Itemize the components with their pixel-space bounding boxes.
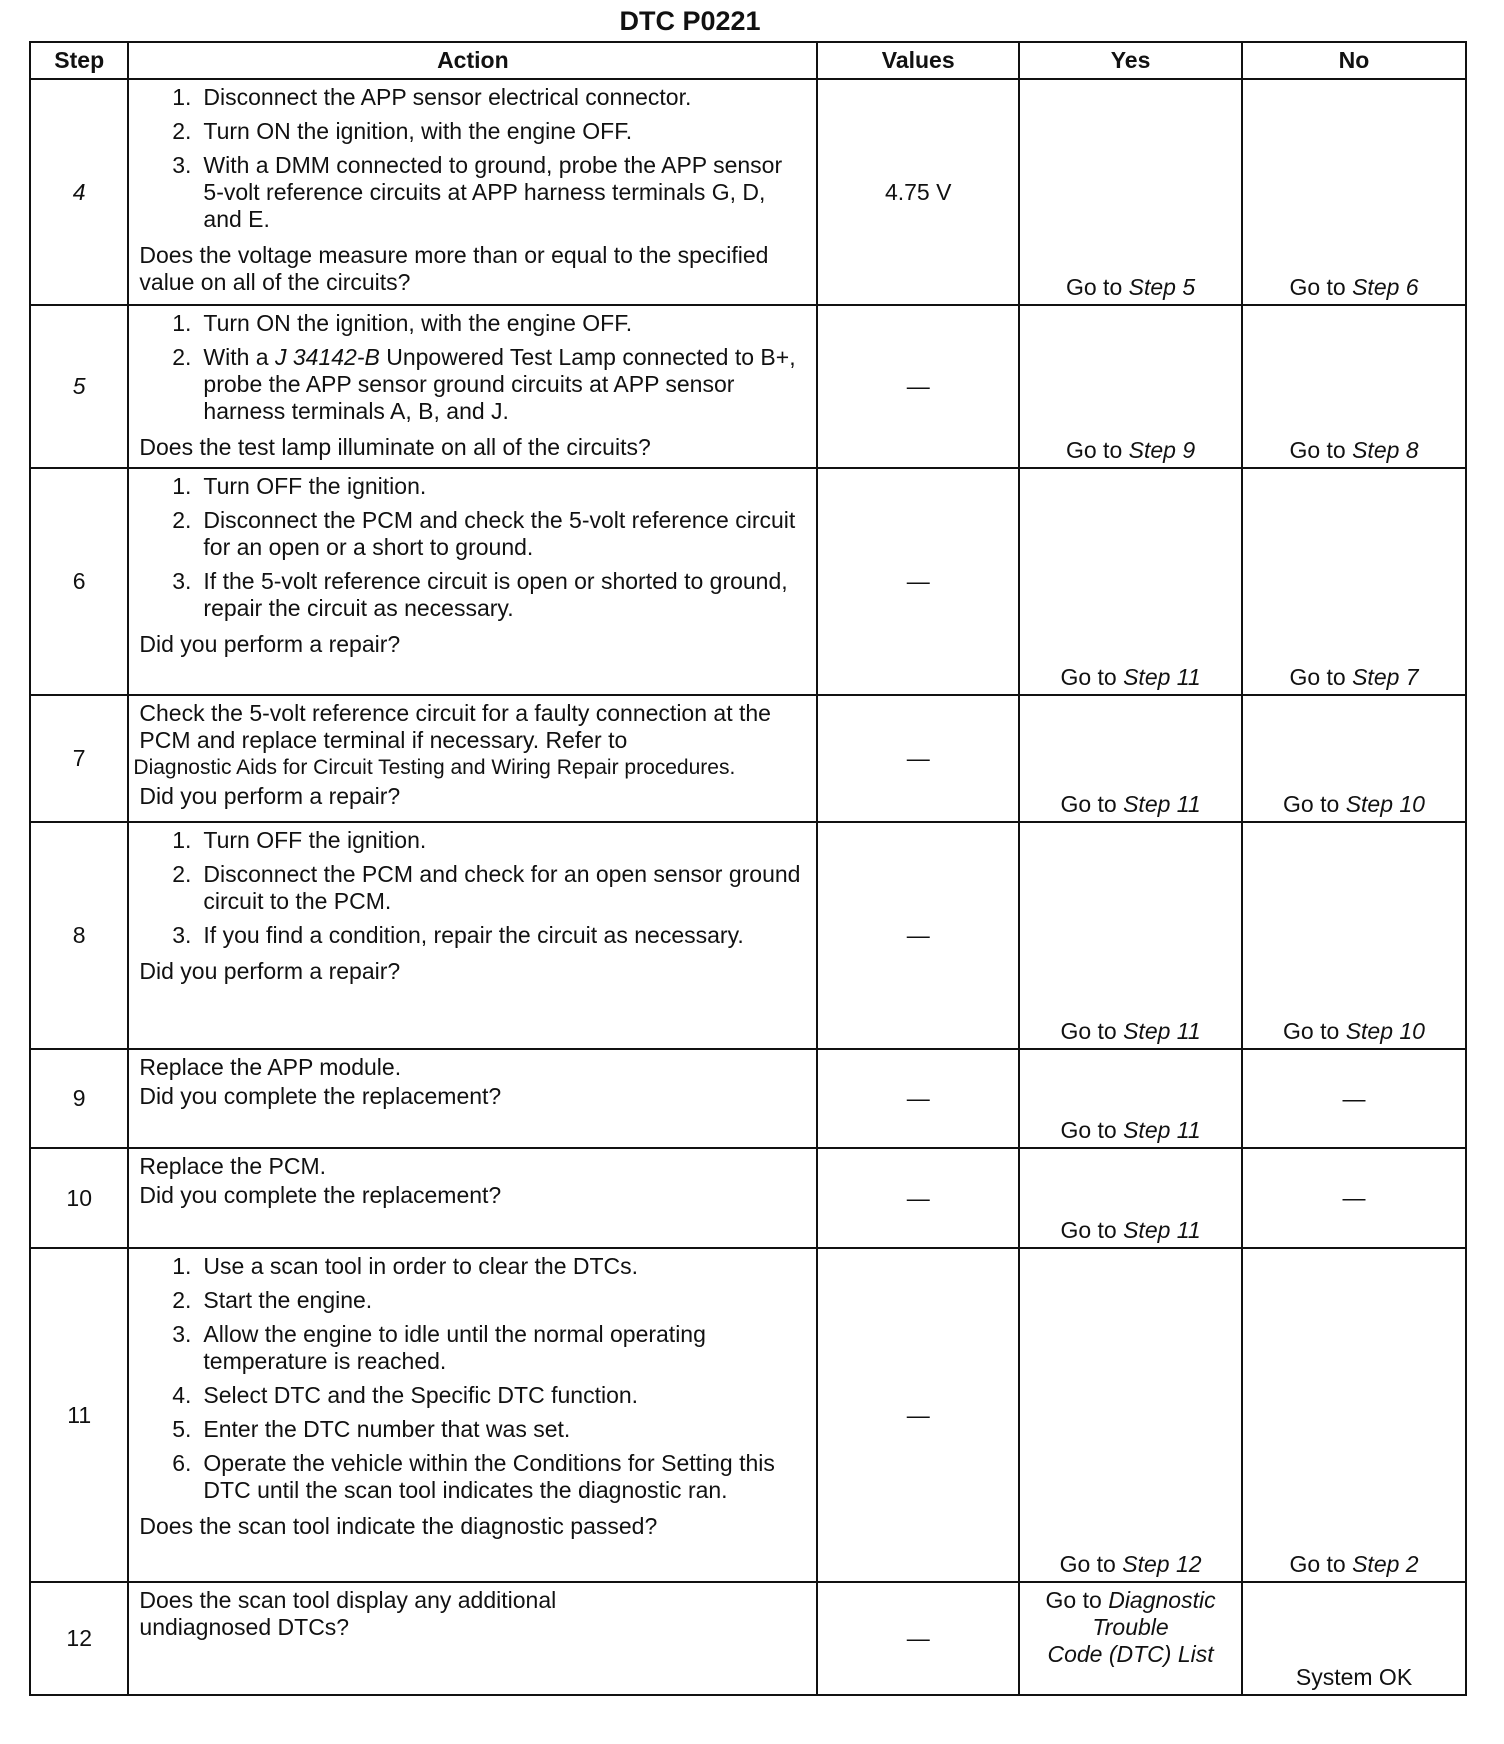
list-item: 5. Enter the DTC number that was set.: [172, 1416, 571, 1442]
action-cell: [128, 695, 817, 822]
item-text: Turn ON the ignition, with the engine OFF.: [203, 118, 633, 144]
header-values: Values: [817, 42, 1019, 79]
item-text: Start the engine.: [203, 1287, 373, 1313]
question: Does the test lamp illuminate on all of the circuits?: [139, 434, 651, 460]
yes-cell: [1019, 1148, 1242, 1248]
no-cell: [1242, 305, 1466, 468]
step-number: 11: [30, 1248, 128, 1582]
page-title: DTC P0221: [619, 6, 761, 36]
item-text: Operate the vehicle within the Conditions for Setting this DTC until the scan tool indicates the diagnostic ran.: [203, 1450, 775, 1503]
header-yes: Yes: [1019, 42, 1242, 79]
yes-cell: [1019, 1049, 1242, 1148]
no-cell: [1242, 1582, 1466, 1695]
table-row: [30, 1148, 1466, 1248]
action-cell: [128, 1582, 817, 1695]
item-text: Turn ON the ignition, with the engine OFF.: [203, 310, 633, 336]
no-value: —: [1342, 1085, 1366, 1111]
item-text: Turn OFF the ignition.: [203, 827, 427, 853]
action-cell: [128, 1148, 817, 1248]
list-item: 3. If you find a condition, repair the circuit as necessary.: [172, 922, 744, 948]
list-item: 2. With a J 34142-B Unpowered Test Lamp connected to B+, probe the APP sensor ground circuits at APP sensor harness terminals A, B, and J.: [139, 344, 808, 425]
yes-cell: [1019, 468, 1242, 695]
table-row: [30, 79, 1466, 305]
no-goto[interactable]: Go to Step 8: [1289, 437, 1419, 463]
table-row: [30, 1248, 1466, 1582]
table-row: [30, 1582, 1466, 1695]
yes-goto[interactable]: Go to Step 11: [1060, 664, 1201, 690]
dtc-table: [29, 41, 1467, 1696]
list-item: 3. With a DMM connected to ground, probe the APP sensor 5-volt reference circuits at APP harness terminals G, D, and E.: [139, 152, 808, 233]
yes-goto[interactable]: Go to Step 11: [1060, 1217, 1201, 1243]
value-cell: —: [817, 1148, 1019, 1248]
table-row: [30, 695, 1466, 822]
step-number: 9: [30, 1049, 128, 1148]
header-action: Action: [128, 42, 817, 79]
table-row: [30, 822, 1466, 1049]
value-cell: —: [817, 1582, 1019, 1695]
list-item: 1. Disconnect the APP sensor electrical connector.: [172, 84, 692, 110]
yes-goto[interactable]: Go to Step 11: [1060, 1018, 1201, 1044]
item-text: Allow the engine to idle until the normal operating temperature is reached.: [203, 1321, 706, 1374]
yes-goto[interactable]: Go to Step 11: [1060, 791, 1201, 817]
value-cell: —: [817, 695, 1019, 822]
no-cell: [1242, 822, 1466, 1049]
yes-cell: [1019, 695, 1242, 822]
no-cell: [1242, 1148, 1466, 1248]
item-text: If you find a condition, repair the circuit as necessary.: [203, 922, 744, 948]
table-row: [30, 468, 1466, 695]
question: Does the scan tool indicate the diagnostic passed?: [139, 1513, 658, 1539]
no-cell: [1242, 1248, 1466, 1582]
action-text: Replace the PCM.: [139, 1153, 327, 1179]
no-value: —: [1342, 1184, 1366, 1211]
question: Did you perform a repair?: [139, 958, 401, 984]
list-item: 1. Turn ON the ignition, with the engine OFF.: [172, 310, 633, 336]
action-cell: [128, 822, 817, 1049]
list-item: 4. Select DTC and the Specific DTC function.: [172, 1382, 639, 1408]
no-goto[interactable]: Go to Step 10: [1283, 1018, 1425, 1044]
no-cell: [1242, 695, 1466, 822]
question: Did you perform a repair?: [139, 783, 401, 809]
table-row: [30, 305, 1466, 468]
question: Does the voltage measure more than or equal to the specified value on all of the circuits?: [139, 242, 769, 295]
yes-cell: [1019, 1248, 1242, 1582]
item-text: With a J 34142-B Unpowered Test Lamp connected to B+, probe the APP sensor ground circuits at APP sensor harness terminals A, B, and J.: [203, 344, 796, 424]
reference-text: Diagnostic Aids for Circuit Testing and Wiring Repair procedures.: [133, 756, 736, 779]
action-cell: [128, 1248, 817, 1582]
yes-goto[interactable]: Go to Step 11: [1060, 1117, 1201, 1143]
action-cell: [128, 305, 817, 468]
yes-goto[interactable]: Go to Diagnostic Trouble Code (DTC) List: [1045, 1587, 1216, 1667]
item-text: If the 5-volt reference circuit is open or shorted to ground, repair the circuit as necessary.: [203, 568, 788, 621]
list-item: 2. Disconnect the PCM and check for an open sensor ground circuit to the PCM.: [139, 861, 808, 915]
no-goto[interactable]: Go to Step 10: [1283, 791, 1425, 817]
value-cell: —: [817, 1049, 1019, 1148]
step-number: 8: [30, 822, 128, 1049]
no-goto[interactable]: Go to Step 2: [1289, 1551, 1419, 1577]
value-cell: —: [817, 305, 1019, 468]
list-item: 2. Disconnect the PCM and check the 5-volt reference circuit for an open or a short to ground.: [139, 507, 808, 561]
item-text: Enter the DTC number that was set.: [203, 1416, 571, 1442]
item-text: Use a scan tool in order to clear the DTCs.: [203, 1253, 639, 1279]
no-cell: [1242, 1049, 1466, 1148]
action-cell: [128, 79, 817, 305]
tool-name: J 34142-B: [274, 344, 380, 370]
step-number: 7: [30, 695, 128, 822]
step-number: 4: [30, 79, 128, 305]
yes-cell: [1019, 822, 1242, 1049]
no-goto[interactable]: Go to Step 6: [1289, 274, 1419, 300]
yes-cell: [1019, 305, 1242, 468]
header-step: Step: [30, 42, 128, 79]
yes-cell: [1019, 1582, 1242, 1695]
value-cell: —: [817, 1248, 1019, 1582]
step-number: 12: [30, 1582, 128, 1695]
no-cell: [1242, 79, 1466, 305]
item-text: Disconnect the APP sensor electrical connector.: [203, 84, 692, 110]
question: Does the scan tool display any additional undiagnosed DTCs?: [139, 1587, 557, 1640]
question: Did you perform a repair?: [139, 631, 401, 657]
list-item: 1. Use a scan tool in order to clear the DTCs.: [172, 1253, 639, 1279]
header-no: No: [1242, 42, 1466, 79]
no-goto[interactable]: Go to Step 7: [1289, 664, 1419, 690]
list-item: 1. Turn OFF the ignition.: [172, 827, 427, 853]
action-cell: [128, 468, 817, 695]
no-value: System OK: [1295, 1664, 1413, 1690]
value-cell: —: [817, 822, 1019, 1049]
yes-goto[interactable]: Go to Step 9: [1065, 437, 1196, 463]
step-number: 10: [30, 1148, 128, 1248]
list-item: 3. If the 5-volt reference circuit is open or shorted to ground, repair the circuit as necessary.: [139, 568, 808, 622]
list-item: 2. Start the engine.: [172, 1287, 373, 1313]
question: Did you complete the replacement?: [139, 1182, 502, 1208]
value-cell: —: [817, 468, 1019, 695]
list-item: 2. Turn ON the ignition, with the engine OFF.: [172, 118, 633, 144]
step-number: 5: [30, 305, 128, 468]
item-text: Disconnect the PCM and check the 5-volt reference circuit for an open or a short to ground.: [203, 507, 796, 560]
yes-cell: [1019, 79, 1242, 305]
item-text: Turn OFF the ignition.: [203, 473, 427, 499]
list-item: 6. Operate the vehicle within the Conditions for Setting this DTC until the scan tool indicates the diagnostic ran.: [139, 1450, 808, 1504]
table-header-row: [30, 42, 1466, 79]
no-cell: [1242, 468, 1466, 695]
step-number: 6: [30, 468, 128, 695]
list-item: 3. Allow the engine to idle until the normal operating temperature is reached.: [139, 1321, 808, 1375]
yes-goto[interactable]: Go to Step 12: [1059, 1551, 1202, 1577]
table-row: [30, 1049, 1466, 1148]
action-text: Check the 5-volt reference circuit for a faulty connection at the PCM and replace terminal if necessary. Refer to: [139, 700, 771, 753]
yes-goto[interactable]: Go to Step 5: [1065, 274, 1196, 300]
action-text: Replace the APP module.: [139, 1054, 402, 1080]
action-cell: [128, 1049, 817, 1148]
question: Did you complete the replacement?: [139, 1083, 502, 1109]
item-text: Disconnect the PCM and check for an open sensor ground circuit to the PCM.: [203, 861, 801, 914]
list-item: 1. Turn OFF the ignition.: [172, 473, 427, 499]
item-text: Select DTC and the Specific DTC function.: [203, 1382, 639, 1408]
item-text: With a DMM connected to ground, probe the APP sensor 5-volt reference circuits at APP harness terminals G, D, and E.: [203, 152, 783, 232]
value-cell: 4.75 V: [817, 79, 1019, 305]
